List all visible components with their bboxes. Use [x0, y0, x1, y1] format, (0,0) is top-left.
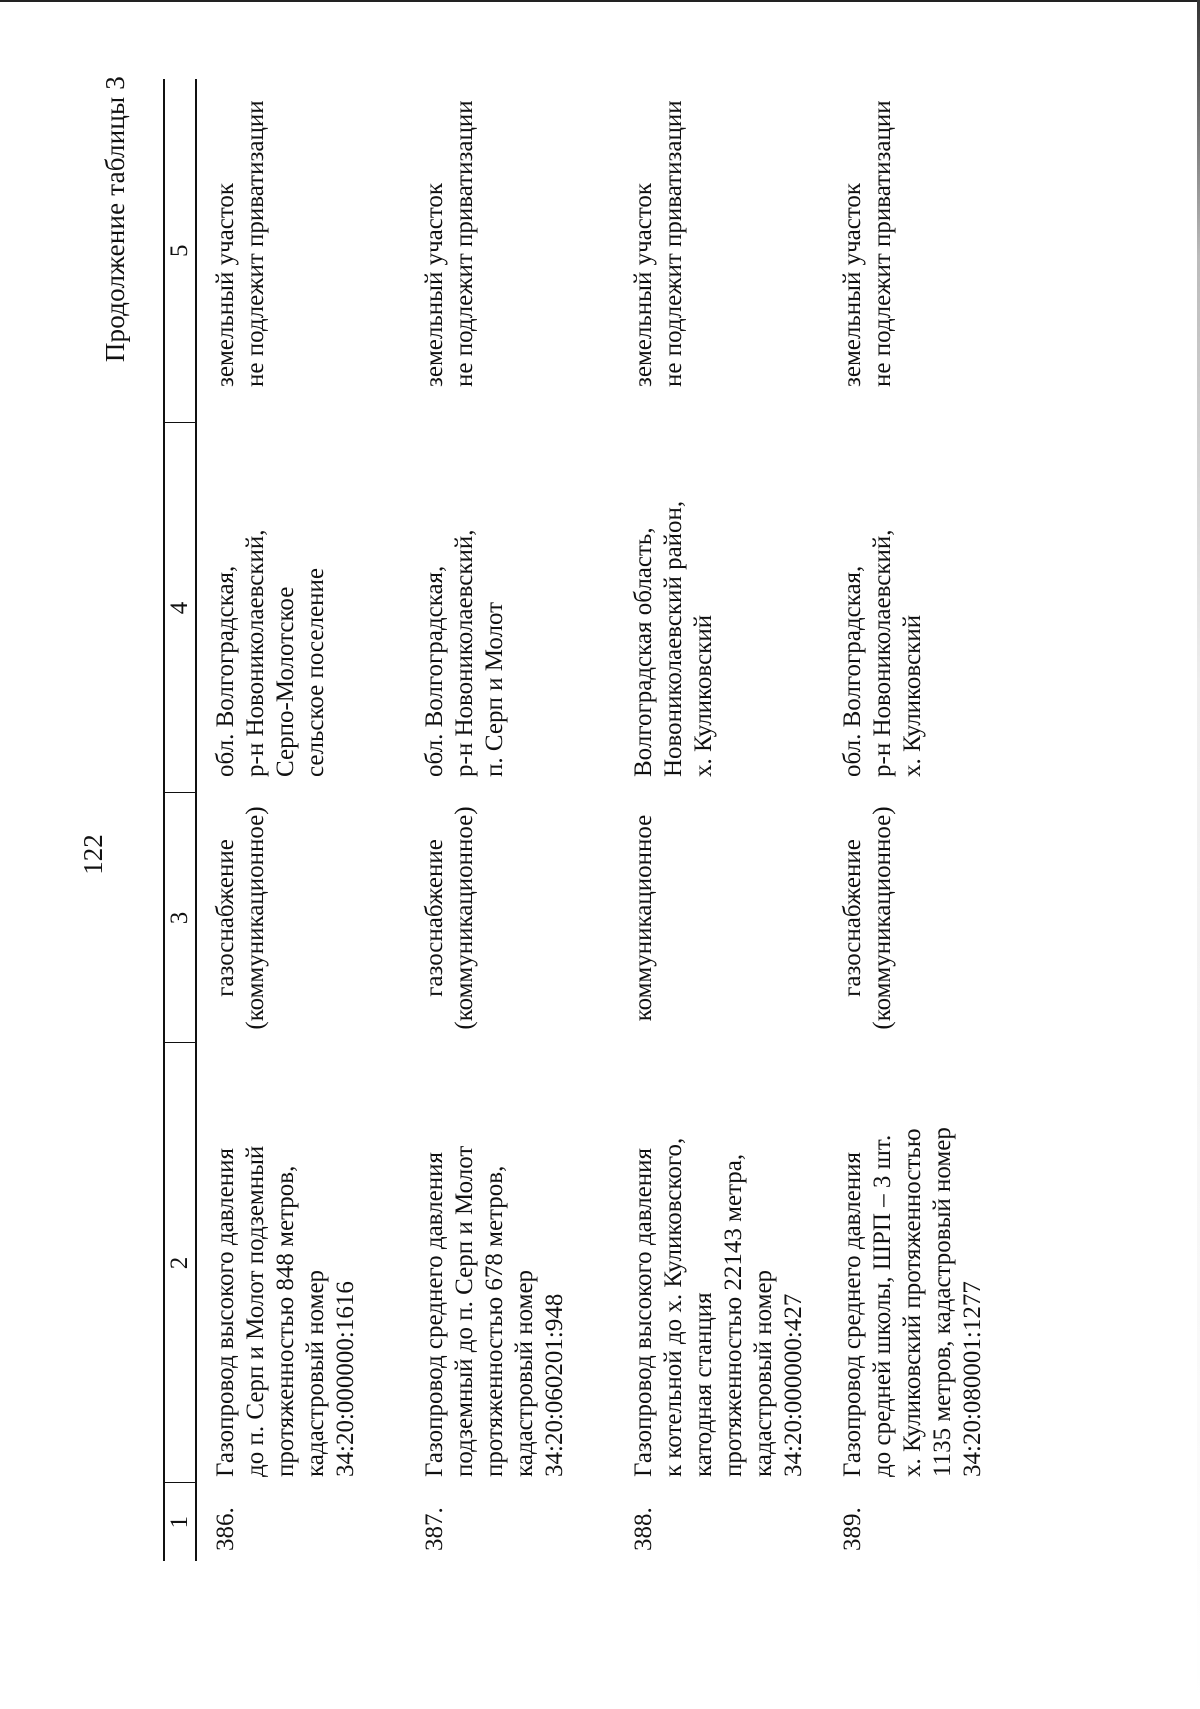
object-note: земельный участок не подлежит приватизации — [630, 100, 687, 387]
object-note: земельный участок не подлежит приватизации — [212, 100, 269, 387]
object-address: Волгоградская область, Новониколаевский район, х. Куликовский — [630, 500, 717, 777]
table-row — [615, 79, 824, 1561]
row-number: 389. — [839, 1507, 866, 1551]
table-row — [406, 79, 615, 1561]
object-address: обл. Волгоградская, р-н Новониколаевский, п. Серп и Молот — [421, 529, 508, 777]
object-note: земельный участок не подлежит приватизации — [839, 100, 896, 387]
page-number: 122 — [78, 834, 108, 875]
object-purpose: коммуникационное — [630, 814, 657, 1022]
object-purpose: газоснабжение (коммуникационное) — [421, 806, 478, 1030]
table-caption: Продолжение таблицы 3 — [100, 76, 130, 363]
row-number: 387. — [421, 1507, 448, 1551]
object-purpose: газоснабжение (коммуникационное) — [839, 806, 896, 1030]
object-description: Газопровод высокого давления до п. Серп и Молот подземный протяженностью 848 метров, кадастровый номер 34:20:000000:1616 — [212, 1145, 359, 1477]
table-row — [196, 79, 406, 1561]
table-row — [824, 79, 1033, 1561]
object-address: обл. Волгоградская, р-н Новониколаевский, х. Куликовский — [839, 529, 926, 777]
column-header-2: 2 — [164, 1043, 196, 1483]
table-header-row — [164, 79, 196, 1561]
object-description: Газопровод среднего давления подземный до п. Серп и Молот протяженностью 678 метров, кадастровый номер 34:20:060201:948 — [421, 1145, 568, 1477]
property-table — [163, 79, 1033, 1561]
row-number: 386. — [212, 1507, 239, 1551]
object-purpose: газоснабжение (коммуникационное) — [212, 806, 269, 1030]
column-header-3: 3 — [164, 793, 196, 1043]
object-description: Газопровод среднего давления до средней школы, ШРП – 3 шт. х. Куликовский протяженностью 1135 метров, кадастровый номер 34:20:080001:1277 — [839, 1127, 986, 1477]
column-header-4: 4 — [164, 423, 196, 793]
object-description: Газопровод высокого давления к котельной до х. Куликовского, катодная станция протяженностью 22143 метра, кадастровый номер 34:20:000000:427 — [630, 1137, 807, 1477]
column-header-5: 5 — [164, 79, 196, 423]
row-number: 388. — [630, 1507, 657, 1551]
object-address: обл. Волгоградская, р-н Новониколаевский, Серпо-Молотское сельское поселение — [212, 529, 329, 777]
column-header-1: 1 — [164, 1483, 196, 1561]
object-note: земельный участок не подлежит приватизации — [421, 100, 478, 387]
